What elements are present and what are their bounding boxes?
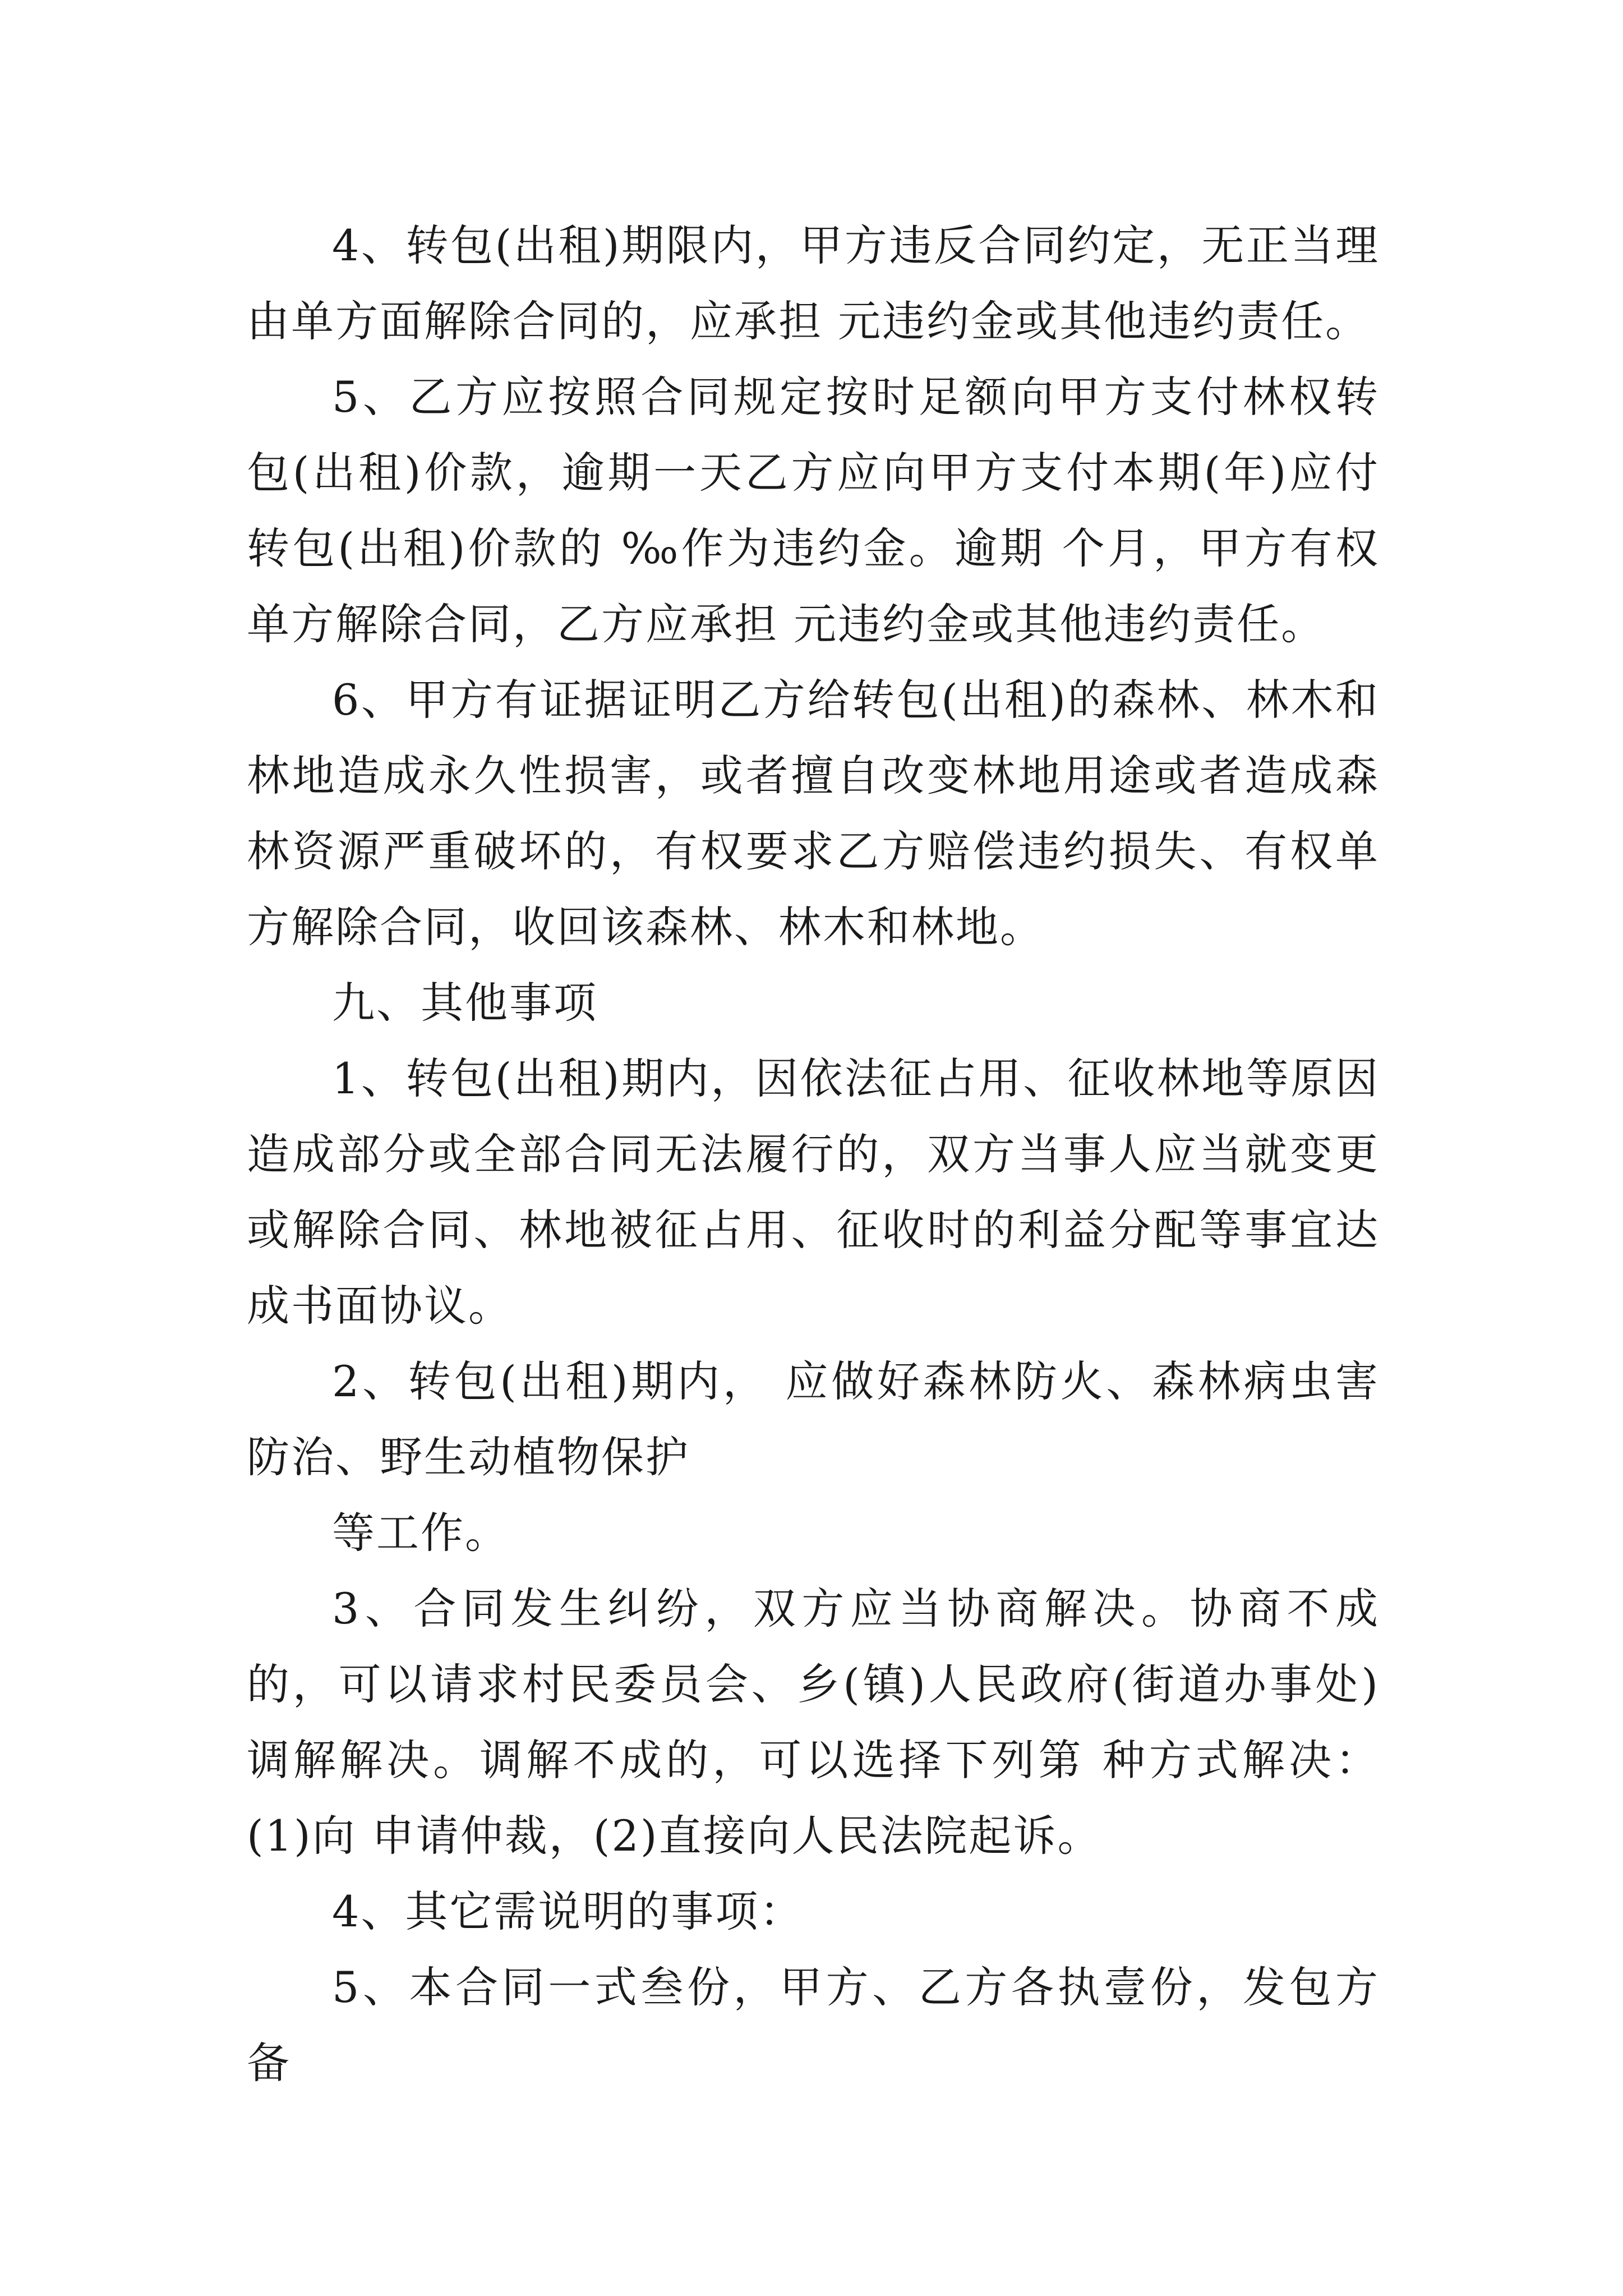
clause-paragraph: 1、转包(出租)期内，因依法征占用、征收林地等原因造成部分或全部合同无法履行的，双方当事人应当就变更或解除合同、林地被征占用、征收时的利益分配等事宜达成书面协议。 <box>247 1053 1380 1331</box>
clause-paragraph: 6、甲方有证据证明乙方给转包(出租)的森林、林木和林地造成永久性损害，或者擅自改变林地用途或者造成森林资源严重破坏的，有权要求乙方赔偿违约损失、有权单方解除合同，收回该森林、林木和林地。 <box>247 675 1380 952</box>
clause-paragraph: 5、本合同一式叁份，甲方、乙方各执壹份，发包方备 <box>247 1962 1380 2088</box>
clause-paragraph: 3、合同发生纠纷，双方应当协商解决。协商不成的，可以请求村民委员会、乡(镇)人民政府(街道办事处)调解解决。调解不成的，可以选择下列第 种方式解决：(1)向 申请仲裁，(2)直接向人民法院起诉。 <box>247 1584 1380 1861</box>
clause-paragraph-continuation: 等工作。 <box>332 1508 509 1558</box>
clause-paragraph: 5、乙方应按照合同规定按时足额向甲方支付林权转包(出租)价款，逾期一天乙方应向甲方支付本期(年)应付转包(出租)价款的 ‰作为违约金。逾期 个月，甲方有权单方解除合同，乙方应承担 元违约金或其他违约责任。 <box>247 372 1380 649</box>
clause-paragraph: 4、其它需说明的事项： <box>332 1887 804 1936</box>
clause-paragraph: 4、转包(出租)期限内，甲方违反合同约定，无正当理由单方面解除合同的，应承担 元违约金或其他违约责任。 <box>247 220 1380 346</box>
document-body <box>247 208 1380 2101</box>
clause-paragraph: 2、转包(出租)期内， 应做好森林防火、森林病虫害防治、野生动植物保护 <box>247 1356 1380 1482</box>
section-heading: 九、其他事项 <box>332 978 598 1028</box>
